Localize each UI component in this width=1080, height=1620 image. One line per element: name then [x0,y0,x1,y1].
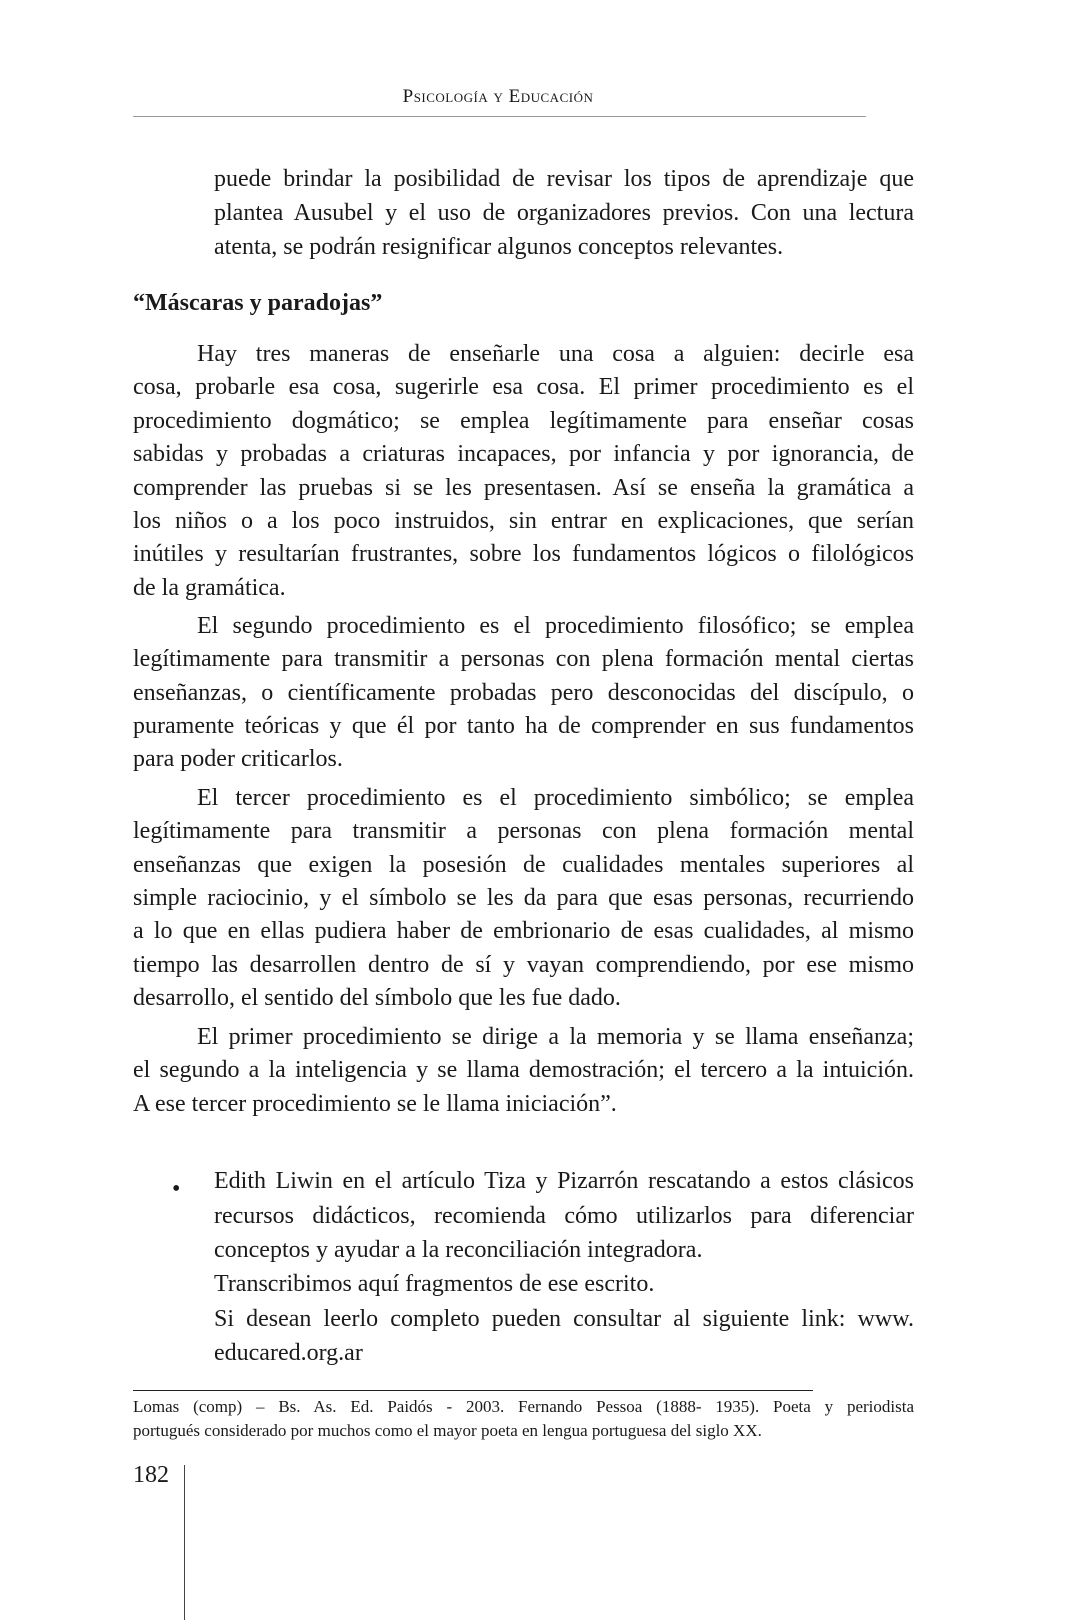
footnote-line: portugués considerado por muchos como el mayor poeta en lengua portuguesa del siglo XX. [133,1421,762,1440]
paragraph-line: el segundo a la inteligencia y se llama demostración; el tercero a la intuición. [133,1057,914,1083]
paragraph-line: tiempo las desarrollen dentro de sí y vayan comprendiendo, por ese mismo [133,952,914,978]
paragraph-line: para poder criticarlos. [133,746,343,772]
paragraph-line: sabidas y probadas a criaturas incapaces, por infancia y por ignorancia, de [133,441,914,467]
paragraph-line: cosa, probarle esa cosa, sugerirle esa cosa. El primer procedimiento es el [133,374,914,400]
paragraph-line: Hay tres maneras de enseñarle una cosa a alguien: decirle esa [197,341,914,367]
paragraph-line: de la gramática. [133,575,286,601]
bullet-line: recursos didácticos, recomienda cómo utilizarlos para diferenciar [214,1203,914,1229]
running-header: Psicología y Educación [402,86,594,107]
paragraph-line: legítimamente para transmitir a personas con plena formación mental [133,818,914,844]
paragraph-line: comprender las pruebas si se les presentasen. Así se enseña la gramática a [133,475,914,501]
paragraph-line: puramente teóricas y que él por tanto ha de comprender en sus fundamentos [133,713,914,739]
bullet-marker: • [172,1176,181,1202]
link-text[interactable]: educared.org.ar [214,1340,363,1366]
intro-line: puede brindar la posibilidad de revisar los tipos de aprendizaje que [214,166,914,192]
footnote-line: Lomas (comp) – Bs. As. Ed. Paidós - 2003. Fernando Pessoa (1888- 1935). Poeta y periodista [133,1397,914,1416]
paragraph-line: A ese tercer procedimiento se le llama iniciación”. [133,1091,617,1117]
paragraph-line: desarrollo, el sentido del símbolo que les fue dado. [133,985,621,1011]
bullet-line: Si desean leerlo completo pueden consultar al siguiente link: www. [214,1306,914,1332]
paragraph-line: a lo que en ellas pudiera haber de embrionario de esas cualidades, al mismo [133,918,914,944]
paragraph-line: El primer procedimiento se dirige a la memoria y se llama enseñanza; [197,1024,914,1050]
paragraph-line: procedimiento dogmático; se emplea legítimamente para enseñar cosas [133,408,914,434]
bullet-line: conceptos y ayudar a la reconciliación integradora. [214,1237,703,1263]
header-rule [133,116,866,117]
bullet-line: Transcribimos aquí fragmentos de ese escrito. [214,1271,655,1297]
paragraph-line: legítimamente para transmitir a personas con plena formación mental ciertas [133,646,914,672]
intro-line: atenta, se podrán resignificar algunos conceptos relevantes. [214,234,784,260]
page-number-rule [184,1465,185,1620]
page-number: 182 [133,1462,169,1488]
paragraph-line: los niños o a los poco instruidos, sin entrar en explicaciones, que serían [133,508,914,534]
paragraph-line: enseñanzas, o científicamente probadas pero desconocidas del discípulo, o [133,680,914,706]
paragraph-line: simple raciocinio, y el símbolo se les da para que esas personas, recurriendo [133,885,914,911]
paragraph-line: enseñanzas que exigen la posesión de cualidades mentales superiores al [133,852,914,878]
intro-line: plantea Ausubel y el uso de organizadores previos. Con una lectura [214,200,914,226]
paragraph-line: El tercer procedimiento es el procedimiento simbólico; se emplea [197,785,914,811]
bullet-line: Edith Liwin en el artículo Tiza y Pizarrón rescatando a estos clásicos [214,1168,914,1194]
section-heading: “Máscaras y paradojas” [133,290,383,316]
paragraph-line: inútiles y resultarían frustrantes, sobre los fundamentos lógicos o filológicos [133,541,914,567]
paragraph-line: El segundo procedimiento es el procedimiento filosófico; se emplea [197,613,914,639]
footnote-rule [133,1390,813,1391]
